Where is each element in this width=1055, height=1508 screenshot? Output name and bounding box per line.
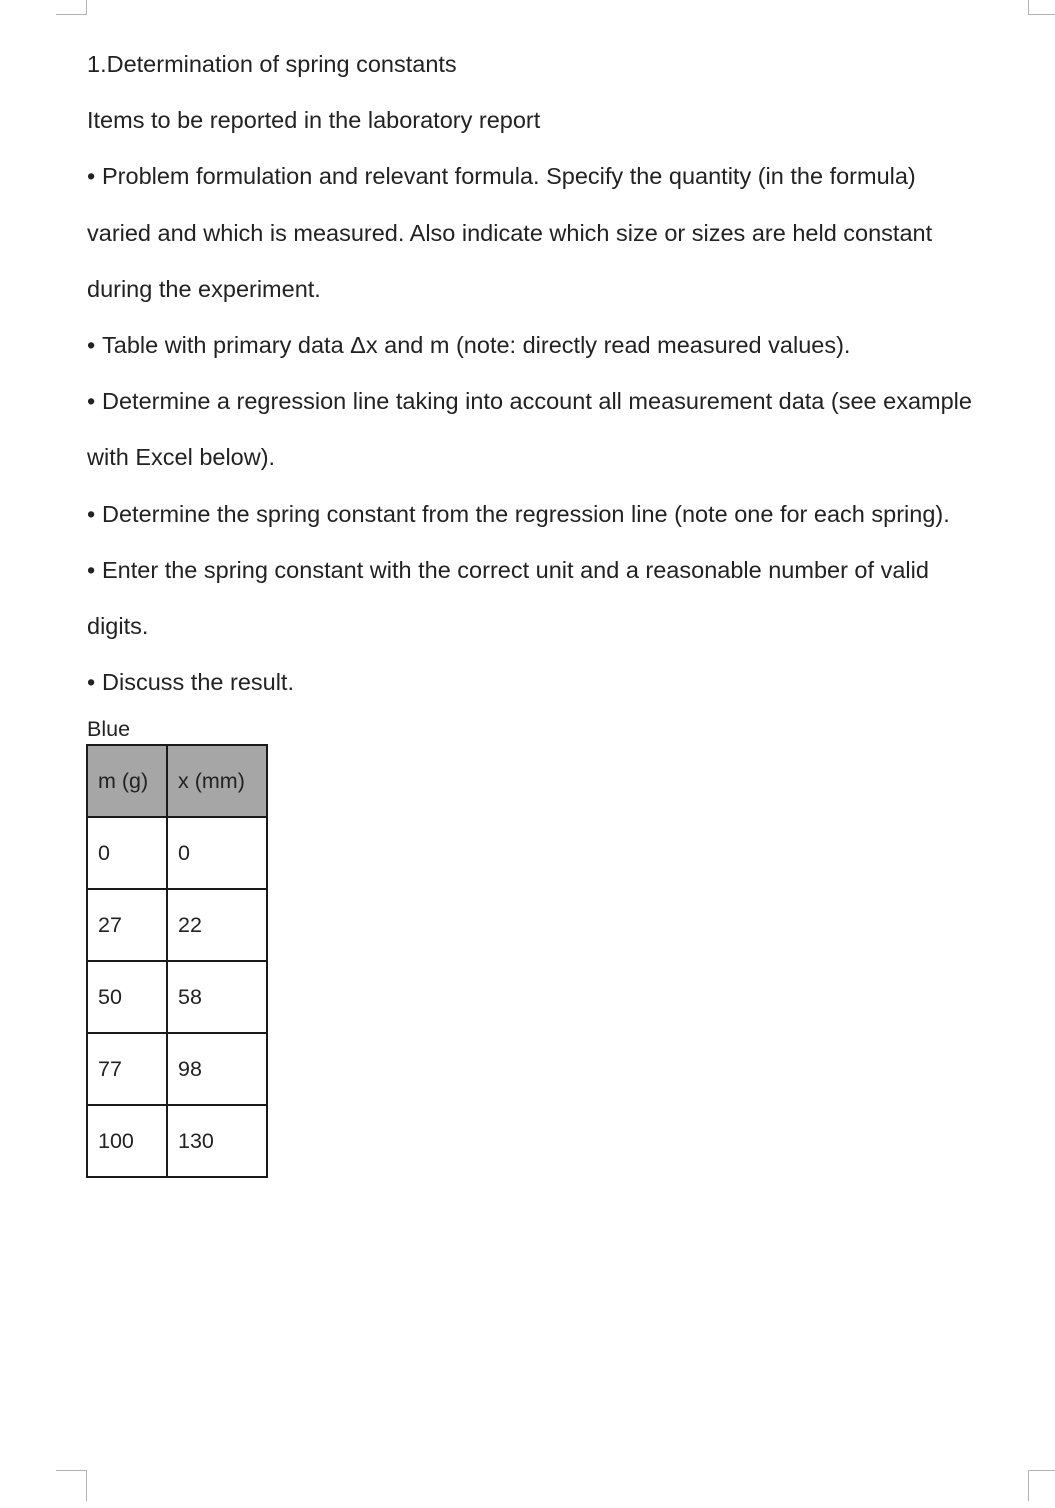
table-header-row	[87, 745, 267, 817]
line-text: Table with primary data Δx and m (note: directly read measured values).	[102, 332, 851, 359]
text-line	[87, 317, 1032, 373]
text-line	[87, 205, 1032, 261]
table-cell: 100	[87, 1105, 167, 1177]
text-line	[87, 654, 1032, 710]
bullet-marker: •	[87, 163, 96, 190]
table-cell: 77	[87, 1033, 167, 1105]
line-text: with Excel below).	[87, 444, 276, 471]
text-line	[87, 598, 1032, 654]
page-corner-mark-top-right	[1028, 0, 1055, 15]
table-cell: 0	[87, 817, 167, 889]
bullet-marker: •	[87, 500, 96, 527]
table-cell: 58	[167, 961, 267, 1033]
line-text: varied and which is measured. Also indicate which size or sizes are held constant	[87, 219, 933, 246]
table-row	[87, 1105, 267, 1177]
table-cell: 27	[87, 889, 167, 961]
spring-data-table	[86, 744, 268, 1178]
document-heading: 1.Determination of spring constants	[87, 51, 457, 77]
line-text: Enter the spring constant with the correct unit and a reasonable number of valid	[102, 556, 929, 583]
document-intro: Items to be reported in the laboratory report	[87, 107, 541, 134]
bullet-marker: •	[87, 332, 96, 359]
table-row	[87, 817, 267, 889]
table-cell: 50	[87, 961, 167, 1033]
line-text: digits.	[87, 613, 149, 640]
column-header-extension: x (mm)	[167, 745, 267, 817]
table-caption: Blue	[87, 717, 131, 741]
line-text: Determine the spring constant from the regression line (note one for each spring).	[102, 500, 950, 527]
table-cell: 22	[167, 889, 267, 961]
table-cell: 130	[167, 1105, 267, 1177]
text-line	[87, 429, 1032, 485]
bullet-marker: •	[87, 669, 96, 696]
line-text: Determine a regression line taking into account all measurement data (see example	[102, 388, 972, 415]
table-row	[87, 961, 267, 1033]
line-text: Problem formulation and relevant formula. Specify the quantity (in the formula)	[102, 163, 916, 190]
page-corner-mark-bottom-right	[1028, 1470, 1055, 1501]
column-header-mass: m (g)	[87, 745, 167, 817]
bullet-marker: •	[87, 388, 96, 415]
table-row	[87, 1033, 267, 1105]
line-text: Discuss the result.	[102, 669, 294, 696]
text-line	[87, 542, 1032, 598]
page-corner-mark-top-left	[56, 0, 87, 15]
text-line	[87, 148, 1032, 204]
document-body	[87, 36, 1032, 710]
page-corner-mark-bottom-left	[56, 1470, 87, 1501]
text-line	[87, 373, 1032, 429]
text-line	[87, 261, 1032, 317]
bullet-marker: •	[87, 556, 96, 583]
table-cell: 0	[167, 817, 267, 889]
text-line	[87, 486, 1032, 542]
line-text: during the experiment.	[87, 275, 321, 302]
table-cell: 98	[167, 1033, 267, 1105]
table-row	[87, 889, 267, 961]
